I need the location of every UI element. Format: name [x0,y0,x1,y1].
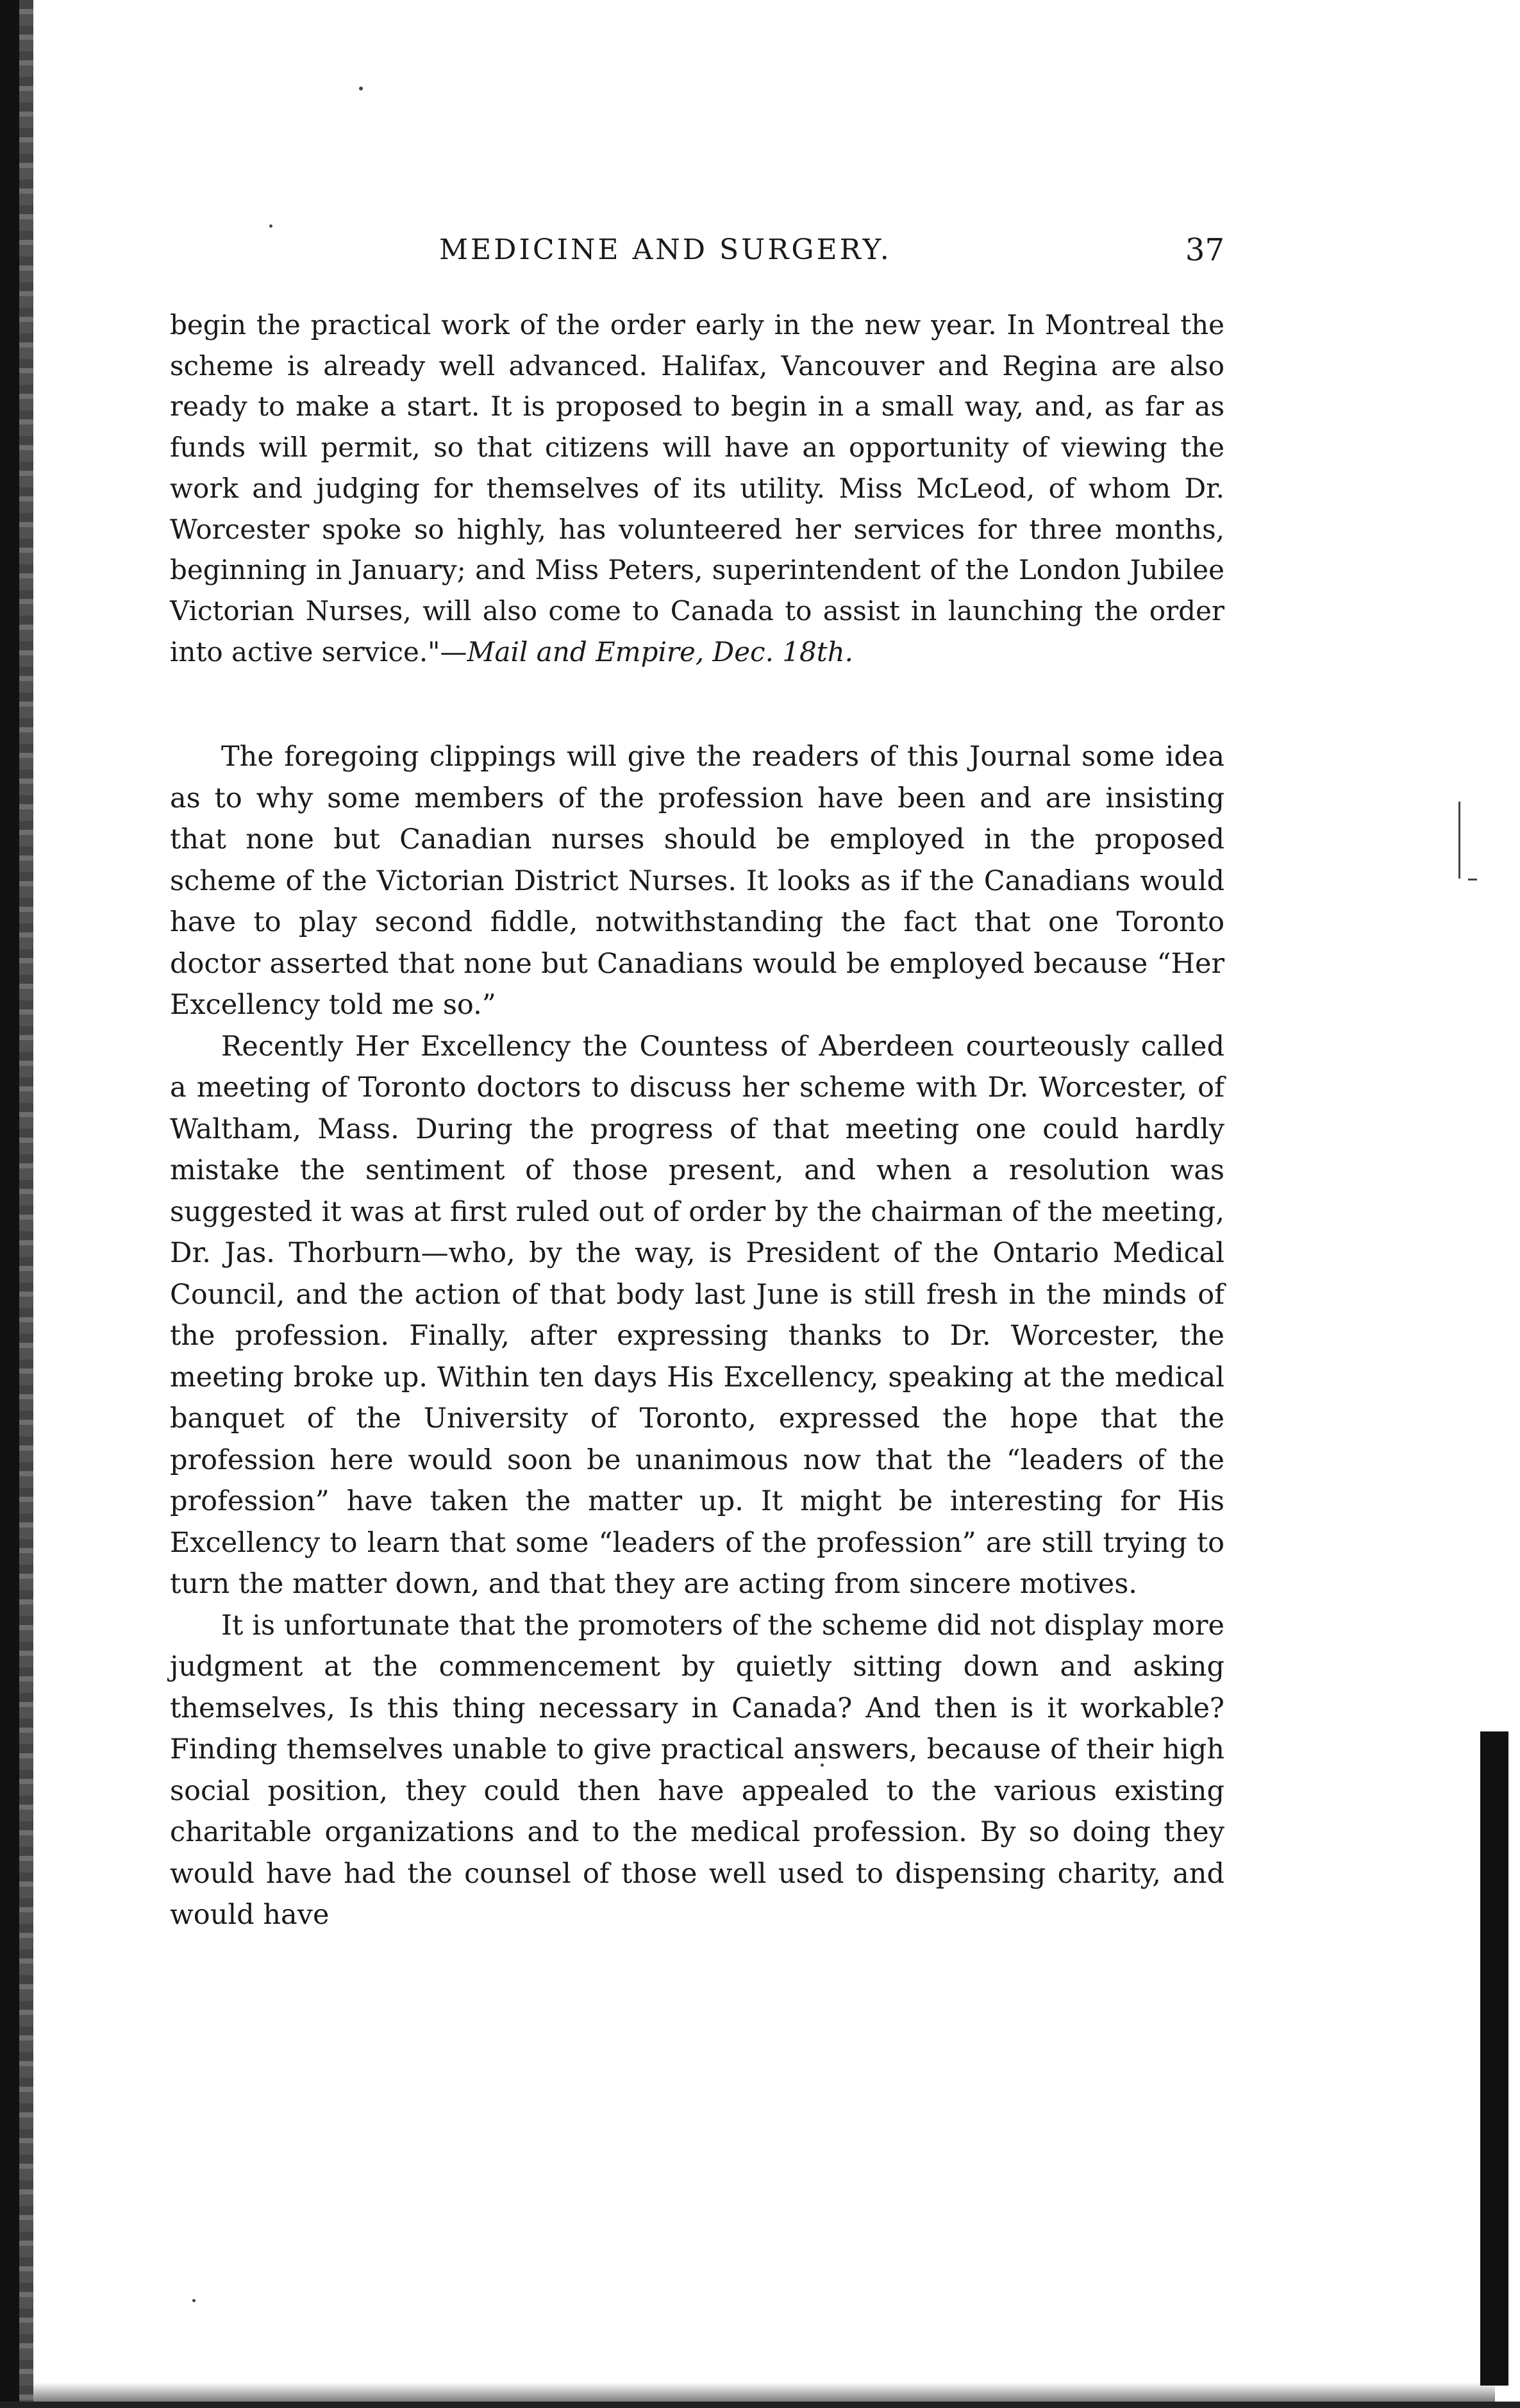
clipping-paragraph [170,305,1224,672]
running-head [170,228,1224,273]
scan-speck [359,87,363,90]
scan-speck [192,2299,196,2302]
body-paragraph: It is unfortunate that the promoters of the scheme did not display more judgment at the commencement by quietly sitting down and asking themselves, Is this thing necessary in Canada? And then is it workable? Finding themselves unable to give practical answers, because of their high social position, they could then have appealed to the various existing charitable organizations and to the medical profession. By so doing they would have had the counsel of those well used to dispensing charity, and would have [170,1609,1224,1931]
running-head-title: MEDICINE AND SURGERY. [439,233,892,266]
scan-speck [1468,879,1477,880]
scan-speck [1458,802,1460,879]
scan-edge-bottom [0,2402,1520,2408]
editorial-body [170,736,1224,1936]
clipping-text: begin the practical work of the order early in the new year. In Montreal the scheme is already well advanced. Halifax, Vancouver and Regina are also ready to make a start. It is proposed to begin in a small way, and, as far as funds will permit, so that citizens will have an opportunity of viewing the work and judging for themselves of its utility. Miss McLeod, of whom Dr. Worcester spoke so highly, has volunteered her services for three months, beginning in January; and Miss Peters, superintendent of the London Jubilee Victorian Nurses, will also come to Canada to assist in launching the order into active service."— [170,309,1224,668]
newspaper-clipping [170,305,1224,672]
scan-edge-right [1480,1731,1508,2386]
scan-edge-left [0,0,19,2408]
scan-shadow-bottom [33,2382,1495,2402]
clipping-source: Mail and Empire, Dec. 18th. [467,636,853,668]
page-number: 37 [1185,232,1224,268]
body-paragraph: Recently Her Excellency the Countess of Aberdeen courteously called a meeting of Toronto doctors to discuss her scheme with Dr. Worcester, of Waltham, Mass. During the progress of that meeting one could hardly mistake the sentiment of those present, and when a resolution was suggested it was at first ruled out of order by the chairman of the meeting, Dr. Jas. Thorburn—who, by the way, is President of the Ontario Medical Council, and the action of that body last June is still fresh in the minds of the profession. Finally, after expressing thanks to Dr. Worcester, the meeting broke up. Within ten days His Excellency, speaking at the medical banquet of the University of Toronto, expressed the hope that the profession here would soon be unanimous now that the “leaders of the profession” have taken the matter up. It might be interesting for His Excellency to learn that some “leaders of the profession” are still trying to turn the matter down, and that they are acting from sincere motives. [170,1030,1224,1600]
body-paragraph: The foregoing clippings will give the readers of this Journal some idea as to why some members of the profession have been and are insisting that none but Canadian nurses should be employed in the proposed scheme of the Victorian District Nurses. It looks as if the Canadians would have to play second fiddle, notwithstanding the fact that one Toronto doctor asserted that none but Canadians would be employed because “Her Excellency told me so.” [170,741,1224,1021]
scan-edge-binding [19,0,33,2408]
